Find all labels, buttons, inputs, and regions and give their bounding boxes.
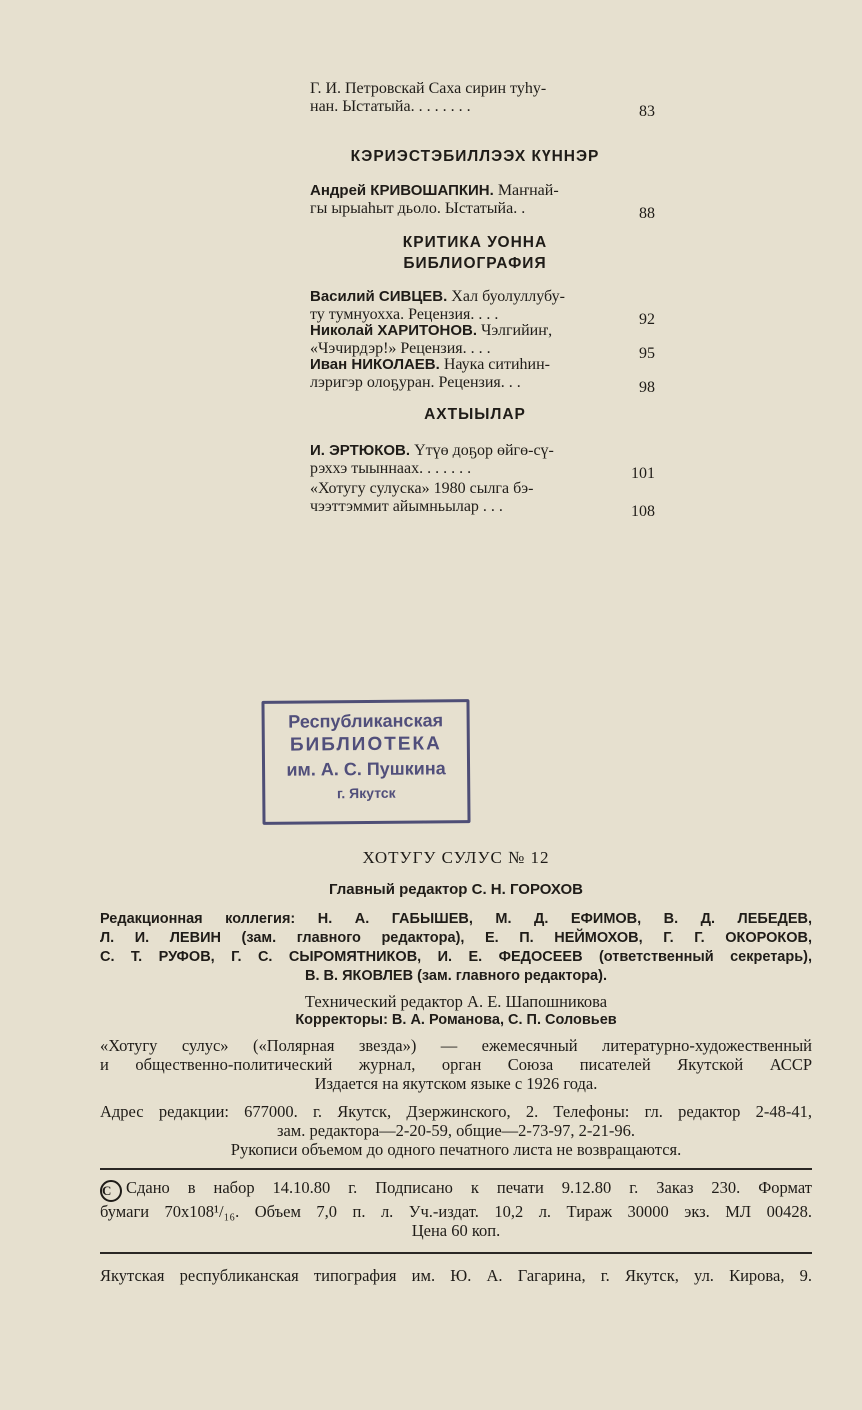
journal-title: ХОТУГУ СУЛУС № 12	[362, 848, 550, 867]
toc-page-number: 83	[639, 103, 655, 120]
editorial-address	[100, 1102, 812, 1159]
address-line: Рукописи объемом до одного печатного листа не возвращаются.	[230, 1140, 682, 1159]
toc-entry-line: «Хотугу сулуска» 1980 сылга бэ-	[310, 480, 534, 497]
price: Цена 60 коп.	[411, 1221, 501, 1240]
section-heading-keriestebilleekh: КЭРИЭСТЭБИЛЛЭЭХ КҮННЭР	[350, 148, 600, 165]
toc-entry-khotugu-suluska	[310, 480, 655, 520]
section-heading-line: КРИТИКА УОННА	[402, 234, 548, 251]
toc-entry-sivtsev	[310, 288, 655, 328]
toc-entry-line: Андрей КРИВОШАПКИН. Маҥнай-	[310, 182, 559, 199]
print-line	[100, 1178, 812, 1202]
print-line: бумаги 70x108¹/₁₆. Объем 7,0 п. л. Уч.-издат. 10,2 л. Тираж 30000 экз. МЛ 00428.	[100, 1202, 812, 1221]
stamp-line: БИБЛИОТЕКА	[289, 733, 442, 756]
toc-entry-line: Г. И. Петровскай Саха сирин туһу-	[310, 80, 547, 97]
chief-editor: Главный редактор С. Н. ГОРОХОВ	[329, 881, 583, 898]
toc-entry-krivoshapkin	[310, 182, 655, 222]
divider-rule	[100, 1252, 812, 1254]
tech-editor: Технический редактор А. Е. Шапошникова	[304, 992, 608, 1011]
about-line: и общественно-политический журнал, орган Союза писателей Якутской АССР	[100, 1055, 812, 1074]
toc-entry-line: «Чэчирдэр!» Рецензия. . . .	[310, 340, 491, 357]
toc-page-number: 88	[639, 205, 655, 222]
toc-entry-line: нан. Ыстатыйа. . . . . . . .	[310, 98, 471, 115]
toc-entry-ertyukov	[310, 442, 655, 482]
section-heading-line: БИБЛИОГРАФИЯ	[403, 255, 547, 272]
stamp-line: г. Якутск	[336, 784, 396, 802]
board-line: С. Т. РУФОВ, Г. С. СЫРОМЯТНИКОВ, И. Е. ФЕДОСЕЕВ (ответственный секретарь),	[100, 949, 812, 965]
section-heading-kritika	[300, 232, 650, 274]
section-heading-akhtyylar: АХТЫЫЛАР	[424, 406, 526, 423]
stamp-line: им. А. С. Пушкина	[286, 758, 446, 780]
board-line: В. В. ЯКОВЛЕВ (зам. главного редактора).	[305, 968, 607, 984]
toc-entry-line: чээттэммит айымньылар . . .	[310, 498, 503, 515]
address-line: зам. редактора—2-20-59, общие—2-73-97, 2-21-96.	[276, 1121, 636, 1140]
toc-author: Андрей КРИВОШАПКИН.	[310, 182, 494, 199]
divider-rule	[100, 1168, 812, 1170]
toc-entry-line: Иван НИКОЛАЕВ. Наука ситиһин-	[310, 356, 550, 373]
journal-description	[100, 1036, 812, 1093]
toc-entry-line: гы ырыаһыт дьоло. Ыстатыйа. .	[310, 200, 526, 217]
toc-page-number: 98	[639, 379, 655, 396]
toc-entry-line: лэригэр олоҕуран. Рецензия. . .	[310, 374, 521, 391]
board-line: Л. И. ЛЕВИН (зам. главного редактора), Е. П. НЕЙМОХОВ, Г. Г. ОКОРОКОВ,	[100, 930, 812, 946]
printer-info: Якутская республиканская типография им. Ю. А. Гагарина, г. Якутск, ул. Кирова, 9.	[100, 1266, 812, 1285]
toc-entry-line: рэххэ тыыннаах. . . . . . .	[310, 460, 472, 477]
toc-page-number: 101	[631, 465, 655, 482]
proofreaders: Корректоры: В. А. Романова, С. П. Соловьев	[295, 1012, 617, 1028]
toc-page-number: 95	[639, 345, 655, 362]
board-line: Редакционная коллегия: Н. А. ГАБЫШЕВ, М. Д. ЕФИМОВ, В. Д. ЛЕБЕДЕВ,	[100, 911, 812, 927]
library-stamp	[261, 699, 470, 825]
address-line: Адрес редакции: 677000. г. Якутск, Дзержинского, 2. Телефоны: гл. редактор 2-48-41,	[100, 1102, 812, 1121]
toc-entry-line: Василий СИВЦЕВ. Хал буолуллубу-	[310, 288, 565, 305]
toc-author: Василий СИВЦЕВ.	[310, 288, 448, 305]
toc-entry-line: И. ЭРТЮКОВ. Үтүө доҕор өйгө-сү-	[310, 442, 554, 459]
copyright-icon: С	[100, 1180, 122, 1202]
toc-entry-line: Николай ХАРИТОНОВ. Чэлгийиҥ,	[310, 322, 553, 339]
stamp-line: Республиканская	[288, 710, 444, 732]
toc-author: И. ЭРТЮКОВ.	[310, 442, 411, 459]
editorial-board	[100, 910, 812, 986]
toc-entry-line: ту тумнуохха. Рецензия. . . .	[310, 306, 499, 323]
toc-page-number: 92	[639, 311, 655, 328]
toc-author: Иван НИКОЛАЕВ.	[310, 356, 440, 373]
technical-staff	[100, 992, 812, 1030]
print-details	[100, 1178, 812, 1240]
toc-author: Николай ХАРИТОНОВ.	[310, 322, 477, 339]
toc-entry-petrovskai	[310, 80, 655, 120]
about-line: «Хотугу сулус» («Полярная звезда») — ежемесячный литературно-художественный	[100, 1036, 812, 1055]
toc-page-number: 108	[631, 503, 655, 520]
toc-entry-kharitonov	[310, 322, 655, 362]
print-line-text: Сдано в набор 14.10.80 г. Подписано к печати 9.12.80 г. Заказ 230. Формат	[126, 1178, 812, 1197]
toc-entry-nikolaev	[310, 356, 655, 396]
about-line: Издается на якутском языке с 1926 года.	[314, 1074, 598, 1093]
